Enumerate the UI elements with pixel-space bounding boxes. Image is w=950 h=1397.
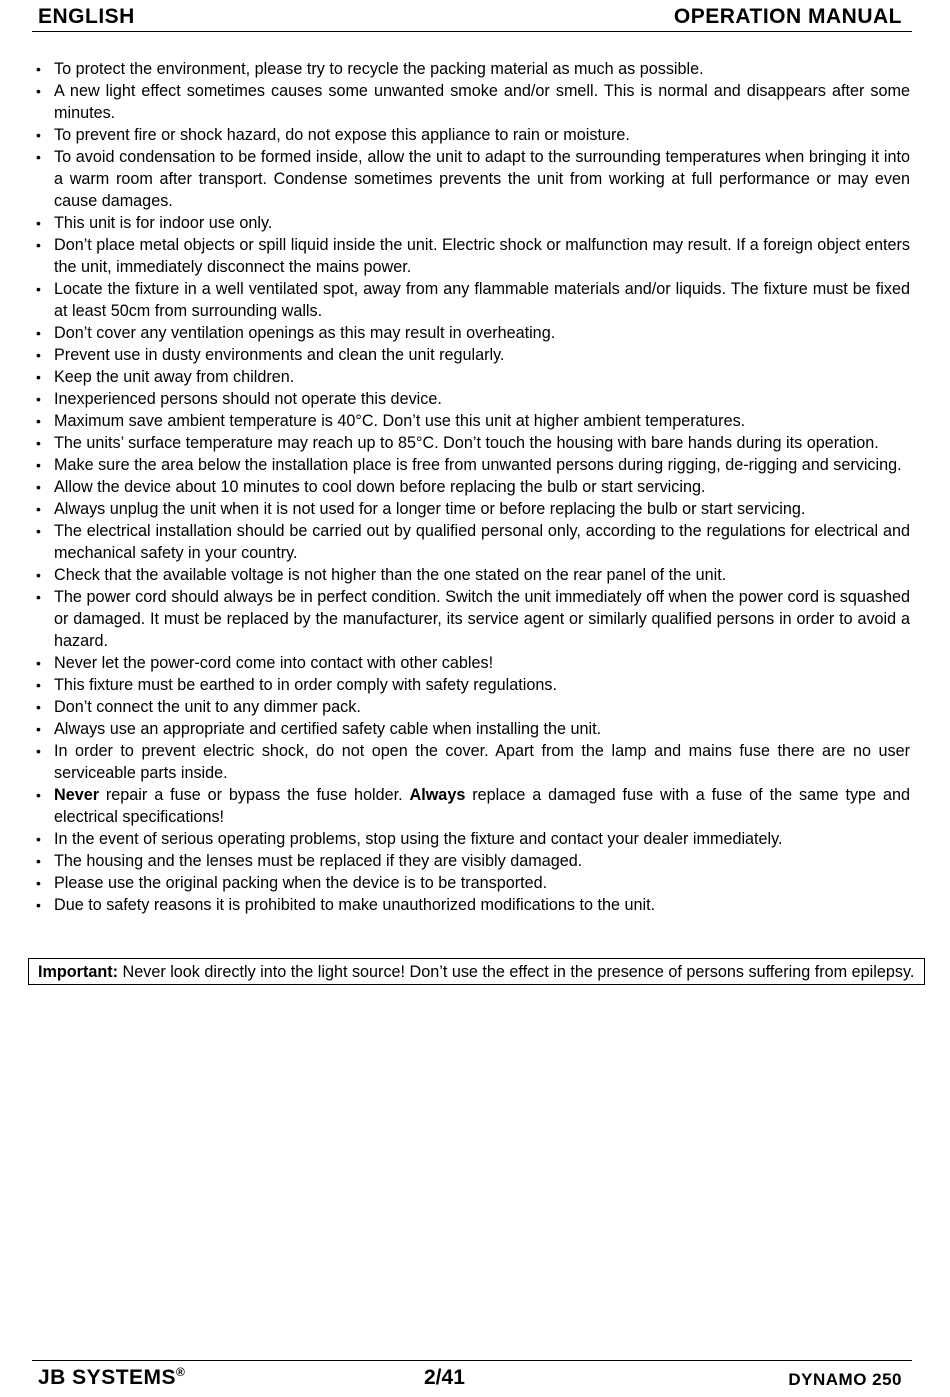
bullet-icon: • bbox=[36, 853, 41, 869]
bullet-icon: • bbox=[36, 457, 41, 473]
bullet-icon: • bbox=[36, 479, 41, 495]
list-item: • Check that the available voltage is not higher than the one stated on the rear panel of the unit. bbox=[36, 566, 727, 584]
header-language: ENGLISH bbox=[38, 5, 135, 28]
safety-list bbox=[34, 58, 910, 916]
bullet-icon: • bbox=[36, 83, 41, 99]
bullet-icon: • bbox=[36, 655, 41, 671]
list-item: • To prevent fire or shock hazard, do not expose this appliance to rain or moisture. bbox=[36, 126, 630, 144]
bullet-icon: • bbox=[36, 589, 41, 605]
registered-mark: ® bbox=[176, 1365, 186, 1379]
bullet-icon: • bbox=[36, 61, 41, 77]
bullet-icon: • bbox=[36, 281, 41, 297]
list-item: • Maximum save ambient temperature is 40°C. Don’t use this unit at higher ambient temperatures. bbox=[36, 412, 746, 430]
always-emphasis: Always bbox=[409, 786, 466, 804]
list-item: • Don’t connect the unit to any dimmer pack. bbox=[36, 698, 361, 716]
list-item: • Inexperienced persons should not operate this device. bbox=[36, 390, 442, 408]
bullet-icon: • bbox=[36, 215, 41, 231]
list-item: • This fixture must be earthed to in order comply with safety regulations. bbox=[36, 676, 557, 694]
header-title: OPERATION MANUAL bbox=[673, 5, 902, 28]
list-item: • The housing and the lenses must be replaced if they are visibly damaged. bbox=[36, 852, 583, 870]
bullet-icon: • bbox=[36, 721, 41, 737]
list-item: • Always unplug the unit when it is not used for a longer time or before replacing the bulb or start servicing. bbox=[36, 500, 806, 518]
list-item: • The electrical installation should be carried out by qualified personal only, according to the regulations for electrical and mechanical safety in your country. bbox=[36, 522, 910, 562]
list-item: • Always use an appropriate and certified safety cable when installing the unit. bbox=[36, 720, 602, 738]
footer-brand: JB SYSTEMS® bbox=[38, 1365, 186, 1389]
bullet-icon: • bbox=[36, 831, 41, 847]
page-header bbox=[32, 2, 912, 32]
list-item: • Please use the original packing when the device is to be transported. bbox=[36, 874, 548, 892]
bullet-icon: • bbox=[36, 369, 41, 385]
footer-model: DYNAMO 250 bbox=[788, 1370, 902, 1389]
list-item: • The units’ surface temperature may reach up to 85°C. Don’t touch the housing with bare hands during its operation. bbox=[36, 434, 879, 452]
bullet-icon: • bbox=[36, 237, 41, 253]
never-emphasis: Never bbox=[54, 786, 99, 804]
list-item-fuse: • Never repair a fuse or bypass the fuse holder. Always replace a damaged fuse with a fuse of the same type and electrical specifications! bbox=[36, 786, 910, 826]
bullet-icon: • bbox=[36, 523, 41, 539]
list-item: • Make sure the area below the installation place is free from unwanted persons during rigging, de-rigging and servicing. bbox=[36, 456, 902, 474]
list-item: • Locate the fixture in a well ventilated spot, away from any flammable materials and/or liquids. The fixture must be fixed at least 50cm from surrounding walls. bbox=[36, 280, 910, 320]
bullet-icon: • bbox=[36, 743, 41, 759]
list-item: • This unit is for indoor use only. bbox=[36, 214, 273, 232]
page-number: 2/41 bbox=[424, 1366, 465, 1389]
list-item: • To avoid condensation to be formed inside, allow the unit to adapt to the surrounding temperatures when bringing it into a warm room after transport. Condense sometimes prevents the unit from working at full performance or may even cause damages. bbox=[36, 148, 910, 210]
bullet-icon: • bbox=[36, 677, 41, 693]
list-item: • Never let the power-cord come into contact with other cables! bbox=[36, 654, 494, 672]
bullet-icon: • bbox=[36, 699, 41, 715]
bullet-icon: • bbox=[36, 347, 41, 363]
list-item: • Due to safety reasons it is prohibited to make unauthorized modifications to the unit. bbox=[36, 896, 656, 914]
bullet-icon: • bbox=[36, 413, 41, 429]
list-item: • The power cord should always be in perfect condition. Switch the unit immediately off when the power cord is squashed or damaged. It must be replaced by the manufacturer, its service agent or similarly qualified persons in order to avoid a hazard. bbox=[36, 588, 910, 650]
bullet-icon: • bbox=[36, 391, 41, 407]
list-item: • Prevent use in dusty environments and clean the unit regularly. bbox=[36, 346, 505, 364]
list-item: • Don’t cover any ventilation openings as this may result in overheating. bbox=[36, 324, 556, 342]
bullet-icon: • bbox=[36, 127, 41, 143]
bullet-icon: • bbox=[36, 897, 41, 913]
list-item: • Allow the device about 10 minutes to cool down before replacing the bulb or start servicing. bbox=[36, 478, 706, 496]
list-item: • Don’t place metal objects or spill liquid inside the unit. Electric shock or malfunction may result. If a foreign object enters the unit, immediately disconnect the mains power. bbox=[36, 236, 910, 276]
list-item: • To protect the environment, please try to recycle the packing material as much as possible. bbox=[36, 60, 704, 78]
bullet-icon: • bbox=[36, 567, 41, 583]
page-footer bbox=[32, 1360, 912, 1395]
important-notice bbox=[28, 958, 925, 985]
list-item: • In the event of serious operating problems, stop using the fixture and contact your dealer immediately. bbox=[36, 830, 783, 848]
list-item: • In order to prevent electric shock, do not open the cover. Apart from the lamp and mains fuse there are no user serviceable parts inside. bbox=[36, 742, 910, 782]
list-item: • A new light effect sometimes causes some unwanted smoke and/or smell. This is normal and disappears after some minutes. bbox=[36, 82, 910, 122]
bullet-icon: • bbox=[36, 325, 41, 341]
bullet-icon: • bbox=[36, 501, 41, 517]
bullet-icon: • bbox=[36, 787, 41, 803]
bullet-icon: • bbox=[36, 435, 41, 451]
important-text: Never look directly into the light source! Don’t use the effect in the presence of persons suffering from epilepsy. bbox=[118, 963, 915, 981]
bullet-icon: • bbox=[36, 149, 41, 165]
list-item: • Keep the unit away from children. bbox=[36, 368, 295, 386]
important-label: Important: bbox=[38, 963, 119, 981]
bullet-icon: • bbox=[36, 875, 41, 891]
